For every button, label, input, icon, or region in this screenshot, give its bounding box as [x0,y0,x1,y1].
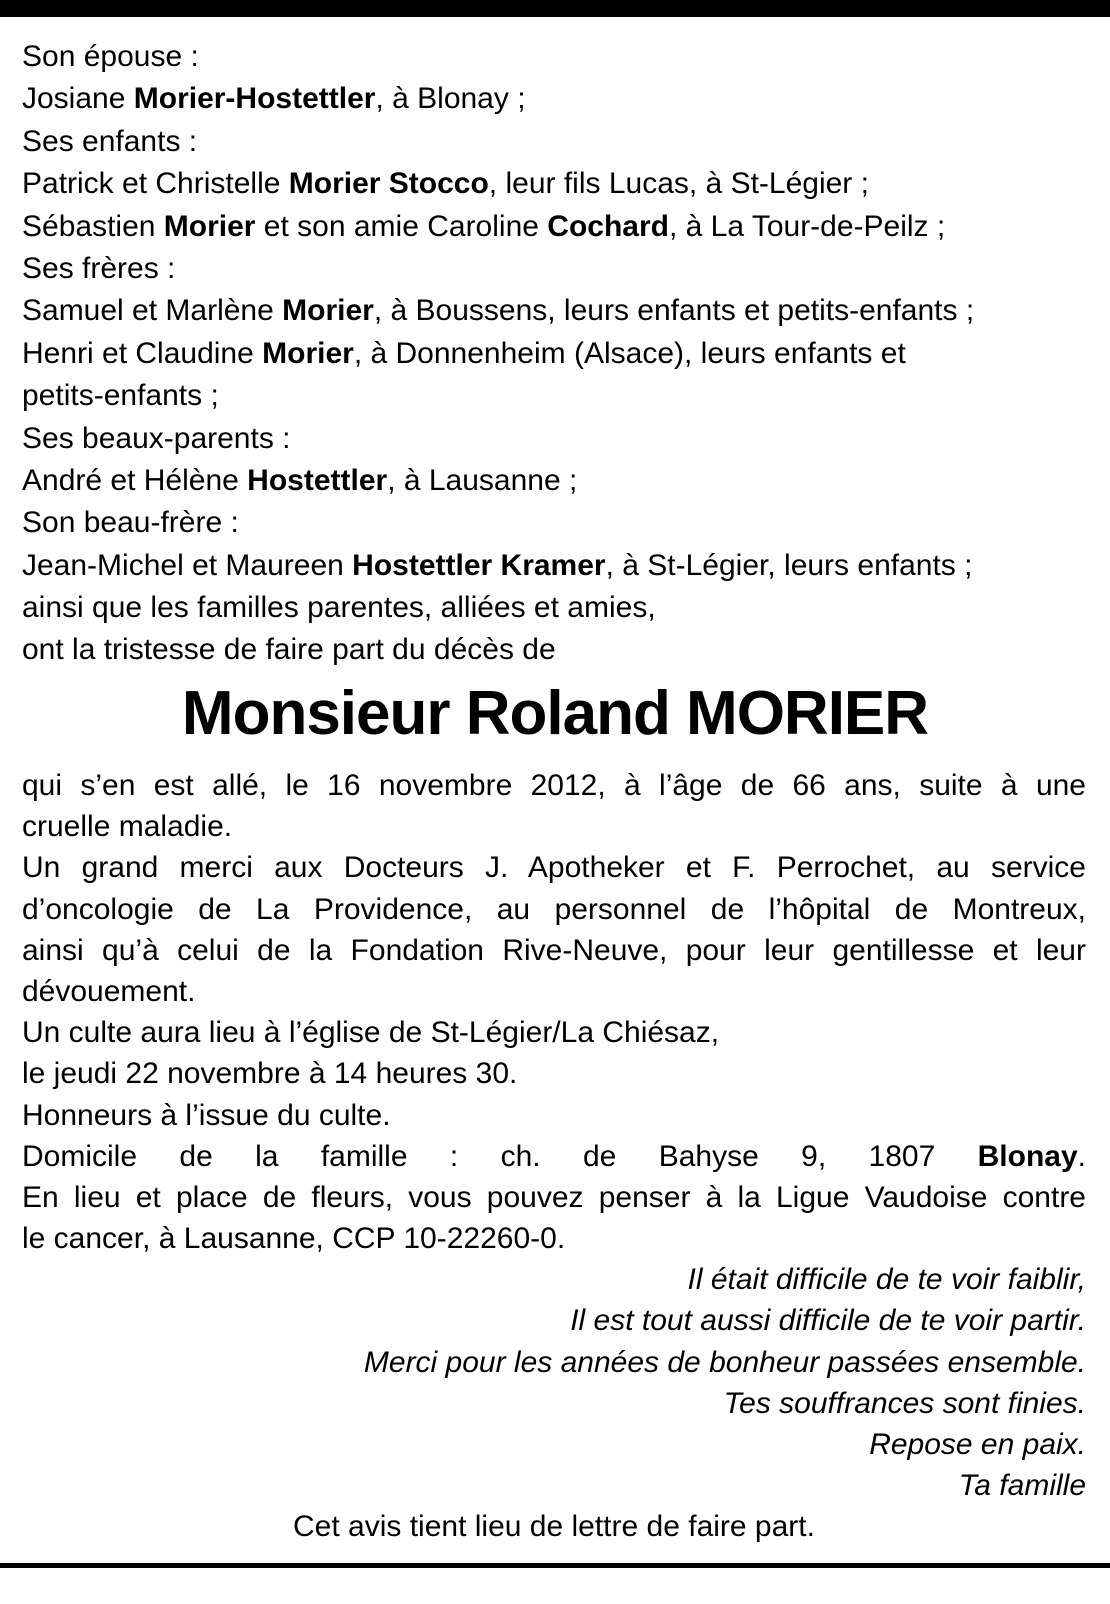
text-segment: Il est tout aussi difficile de te voir partir. [570,1304,1086,1338]
bold-name: Cochard [547,209,669,243]
text-segment: Samuel et Marlène [22,294,283,328]
text-segment: , à Boussens, leurs enfants et petits-enfants ; [373,294,975,328]
text-segment: Son beau-frère : [22,506,239,540]
text-segment: Henri et Claudine [22,336,263,370]
text-segment: Sébastien [22,209,164,243]
text-line [22,545,1086,587]
text-line [22,375,1086,417]
text-line [22,587,1086,629]
text-line [22,290,1086,332]
text-line [22,765,1086,806]
text-segment: cruelle maladie. [22,810,233,844]
text-line [22,971,1086,1012]
text-line [22,502,1086,544]
text-segment: ainsi qu’à celui de la Fondation Rive-Neuve, pour leur gentillesse et leur [22,933,1086,967]
text-segment: Ta famille [958,1469,1086,1503]
text-line [22,206,1086,248]
bold-name: Blonay [977,1139,1078,1173]
bold-name: Morier [262,336,354,370]
text-segment: d’oncologie de La Providence, au personnel de l’hôpital de Montreux, [22,892,1086,926]
text-segment: Jean-Michel et Maureen [22,548,353,582]
text-line [22,1342,1086,1383]
text-line [22,930,1086,971]
text-segment: Tes souffrances sont finies. [723,1386,1086,1420]
text-segment: , à Blonay ; [375,82,526,116]
text-segment: Ses frères : [22,251,176,285]
bold-name: Morier Stocco [288,167,489,201]
text-line [22,1095,1086,1136]
announcement-body [22,765,1086,1548]
text-segment: , leur fils Lucas, à St-Légier ; [488,167,869,201]
text-segment: , à Donnenheim (Alsace), leurs enfants et [353,336,906,370]
text-segment: ont la tristesse de faire part du décès de [22,633,556,667]
bold-name: Hostettler Kramer [352,548,606,582]
text-segment: Cet avis tient lieu de lettre de faire part. [293,1510,815,1544]
text-line [22,78,1086,120]
text-segment: Il était difficile de te voir faiblir, [687,1263,1086,1297]
text-line [22,1424,1086,1465]
text-line [22,1177,1086,1218]
text-line [22,1136,1086,1177]
bold-name: Morier-Hostettler [133,82,376,116]
text-segment: Merci pour les années de bonheur passées ensemble. [363,1345,1086,1379]
text-line [22,1300,1086,1341]
text-segment: Un culte aura lieu à l’église de St-Légier/La Chiésaz, [22,1016,720,1050]
bold-name: Hostettler [247,463,388,497]
text-segment: . [1077,1139,1086,1173]
text-line [22,847,1086,888]
text-segment: Son épouse : [22,40,199,73]
bottom-border [0,1563,1110,1568]
text-segment: Honneurs à l’issue du culte. [22,1098,391,1132]
text-line [22,1465,1086,1506]
text-line [22,333,1086,375]
text-line [22,1012,1086,1053]
text-segment: ainsi que les familles parentes, alliées et amies, [22,591,656,625]
text-segment: Domicile de la famille : ch. de Bahyse 9, 1807 [22,1139,978,1173]
text-line [22,163,1086,205]
text-line [22,36,1086,78]
text-segment: le cancer, à Lausanne, CCP 10-22260-0. [22,1222,566,1256]
text-line [22,121,1086,163]
text-segment: le jeudi 22 novembre à 14 heures 30. [22,1057,518,1091]
text-line [22,1506,1086,1547]
text-segment: , à St-Légier, leurs enfants ; [605,548,973,582]
text-segment: , à La Tour-de-Peilz ; [668,209,946,243]
bold-name: Morier [282,294,374,328]
bold-name: Morier [163,209,256,243]
text-segment: Josiane [22,82,134,116]
top-border [0,0,1110,17]
text-segment: petits-enfants ; [22,379,219,413]
text-segment: Ses beaux-parents : [22,421,291,455]
text-segment: En lieu et place de fleurs, vous pouvez penser à la Ligue Vaudoise contre [22,1180,1086,1214]
text-segment: Un grand merci aux Docteurs J. Apotheker et F. Perrochet, au service [22,851,1086,885]
text-segment: , à Lausanne ; [387,463,578,497]
text-line [22,460,1086,502]
text-segment: Patrick et Christelle [22,167,289,201]
family-list [22,36,1086,672]
text-line [22,1259,1086,1300]
text-segment: Ses enfants : [22,124,198,158]
text-segment: qui s’en est allé, le 16 novembre 2012, à l’âge de 66 ans, suite à une [22,769,1086,802]
text-line [22,248,1086,290]
text-segment: Repose en paix. [869,1428,1086,1461]
deceased-name: Monsieur Roland MORIER [181,679,929,748]
text-line [22,889,1086,930]
text-segment: et son amie Caroline [255,209,548,243]
text-line [22,629,1086,671]
text-line [22,1218,1086,1259]
text-segment: dévouement. [22,974,196,1008]
text-line [22,806,1086,847]
text-line [22,1053,1086,1094]
text-line [22,418,1086,460]
text-line [22,1383,1086,1424]
text-segment: André et Hélène [22,463,248,497]
